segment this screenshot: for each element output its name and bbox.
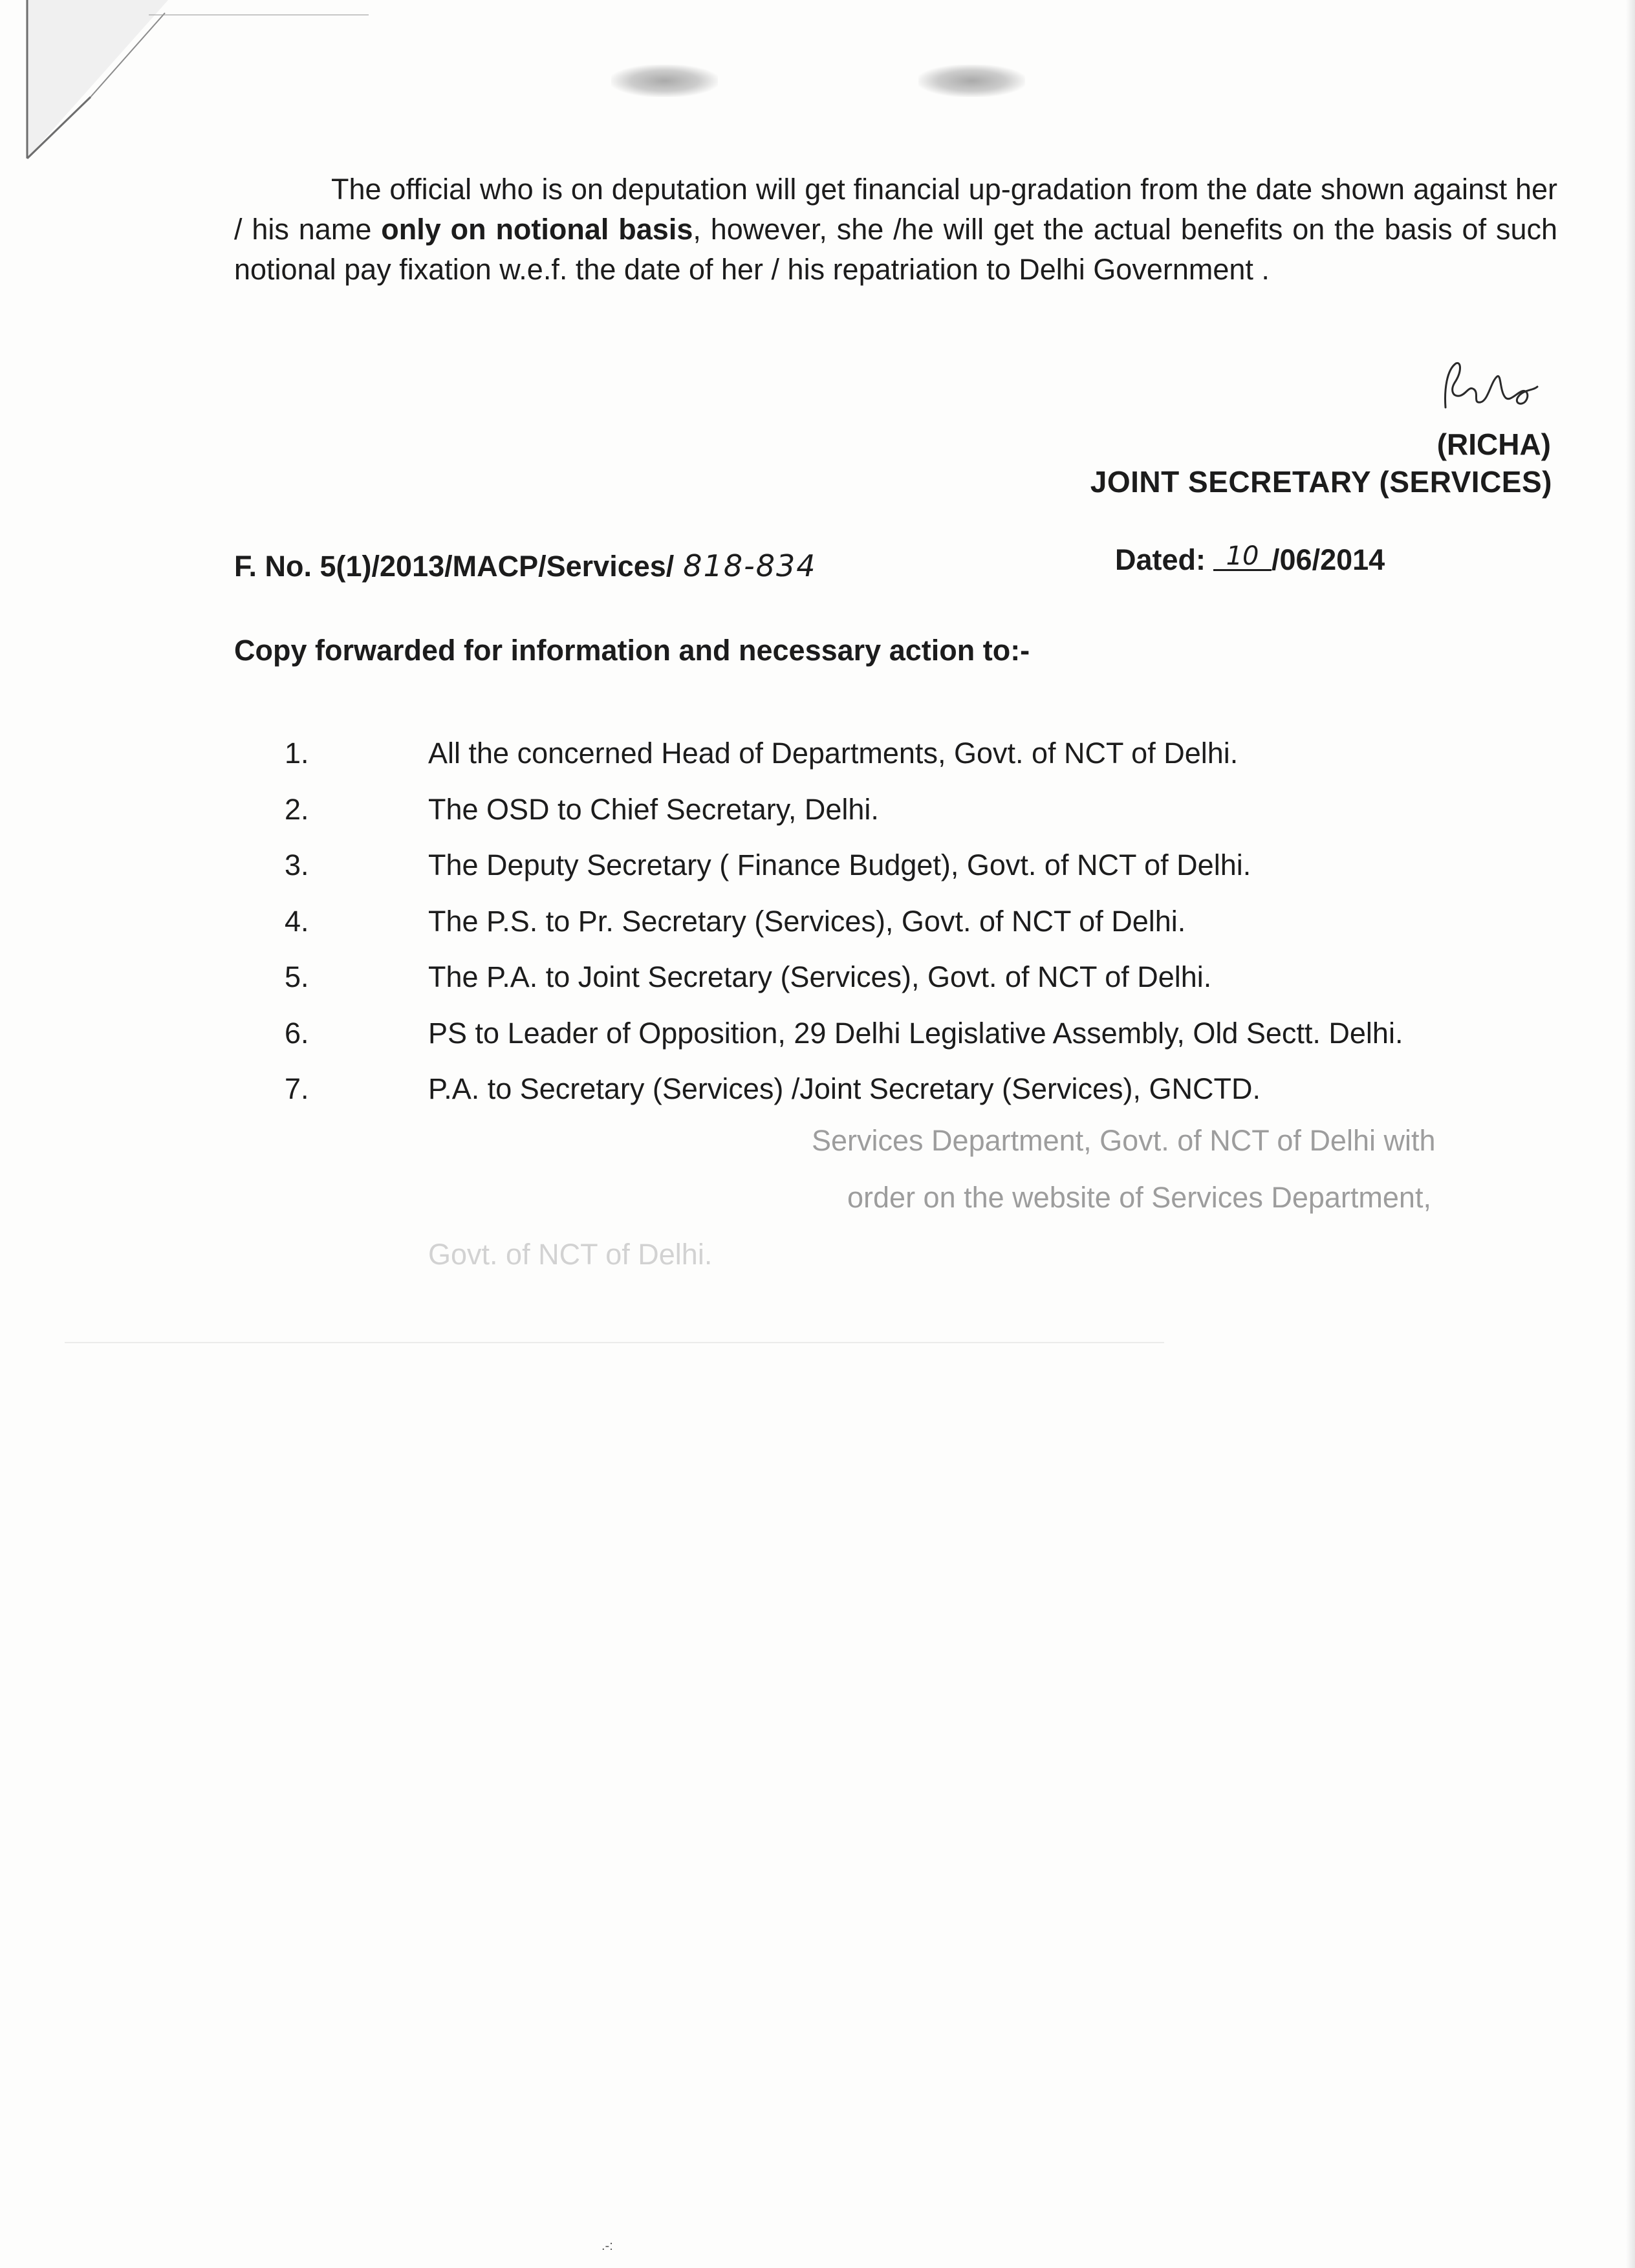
list-item-text: The OSD to Chief Secretary, Delhi.	[428, 792, 879, 826]
signatory-designation: JOINT SECRETARY (SERVICES)	[1090, 465, 1552, 499]
scan-speck: .-:	[601, 2239, 613, 2253]
dated-month-year: /06/2014	[1272, 543, 1385, 576]
list-item	[285, 902, 1578, 958]
list-item	[285, 734, 1578, 790]
scan-line-top	[149, 14, 369, 16]
faded-recipient-line-2: order on the website of Services Department,	[847, 1181, 1431, 1214]
signatory-name: (RICHA)	[1436, 427, 1551, 461]
file-number	[234, 548, 817, 583]
list-item-number: 5.	[285, 960, 309, 993]
file-number-text: F. No. 5(1)/2013/MACP/Services/	[234, 550, 675, 583]
faded-recipient-line-1: Services Department, Govt. of NCT of Delhi with	[812, 1124, 1436, 1157]
copy-recipient-list	[285, 734, 1578, 1126]
list-item-text: P.A. to Secretary (Services) /Joint Secretary (Services), GNCTD.	[428, 1072, 1261, 1105]
list-item-number: 1.	[285, 737, 309, 770]
notional-basis-paragraph	[234, 169, 1557, 290]
list-item	[285, 846, 1578, 902]
file-number-handwritten: 818-834	[683, 548, 817, 583]
dated-day-handwritten: 10	[1213, 543, 1272, 571]
paragraph-tail-text: , however, she /he will get the actual benefits on the basis of such notional pay fixation w.e.f. the date of her / his repatriation to Delhi Government .	[234, 213, 1557, 286]
list-item-text: All the concerned Head of Departments, Govt. of NCT of Delhi.	[428, 737, 1239, 770]
page-edge-shadow	[1626, 0, 1635, 2268]
list-item-number: 6.	[285, 1016, 309, 1050]
scan-line-mid	[65, 1342, 1164, 1343]
list-item	[285, 790, 1578, 847]
list-item-text: The P.A. to Joint Secretary (Services), Govt. of NCT of Delhi.	[428, 960, 1212, 993]
paragraph-lead-text: The official who is on deputation will get financial up-gradation from the date shown against her / his name	[234, 173, 1557, 246]
list-item-text: PS to Leader of Opposition, 29 Delhi Legislative Assembly, Old Sectt. Delhi.	[428, 1016, 1403, 1050]
dated-label: Dated:	[1115, 543, 1206, 576]
list-item-text: The Deputy Secretary ( Finance Budget), Govt. of NCT of Delhi.	[428, 848, 1251, 881]
list-item-text: The P.S. to Pr. Secretary (Services), Govt. of NCT of Delhi.	[428, 904, 1186, 938]
faded-recipient-line-3: Govt. of NCT of Delhi.	[428, 1238, 713, 1271]
list-item	[285, 1070, 1578, 1126]
header-smudge-right	[918, 65, 1025, 97]
list-item-number: 4.	[285, 904, 309, 938]
list-item-number: 7.	[285, 1072, 309, 1105]
paragraph-bold-text: only on notional basis	[381, 213, 693, 246]
header-smudge-left	[611, 65, 718, 97]
copy-forwarded-heading: Copy forwarded for information and necessary action to:-	[234, 634, 1030, 667]
folded-corner-mark	[19, 0, 168, 162]
list-item	[285, 1014, 1578, 1070]
list-item-number: 3.	[285, 848, 309, 881]
list-item-number: 2.	[285, 792, 309, 826]
handwritten-signature	[1433, 357, 1549, 428]
dated-line	[1115, 543, 1385, 577]
list-item	[285, 958, 1578, 1014]
